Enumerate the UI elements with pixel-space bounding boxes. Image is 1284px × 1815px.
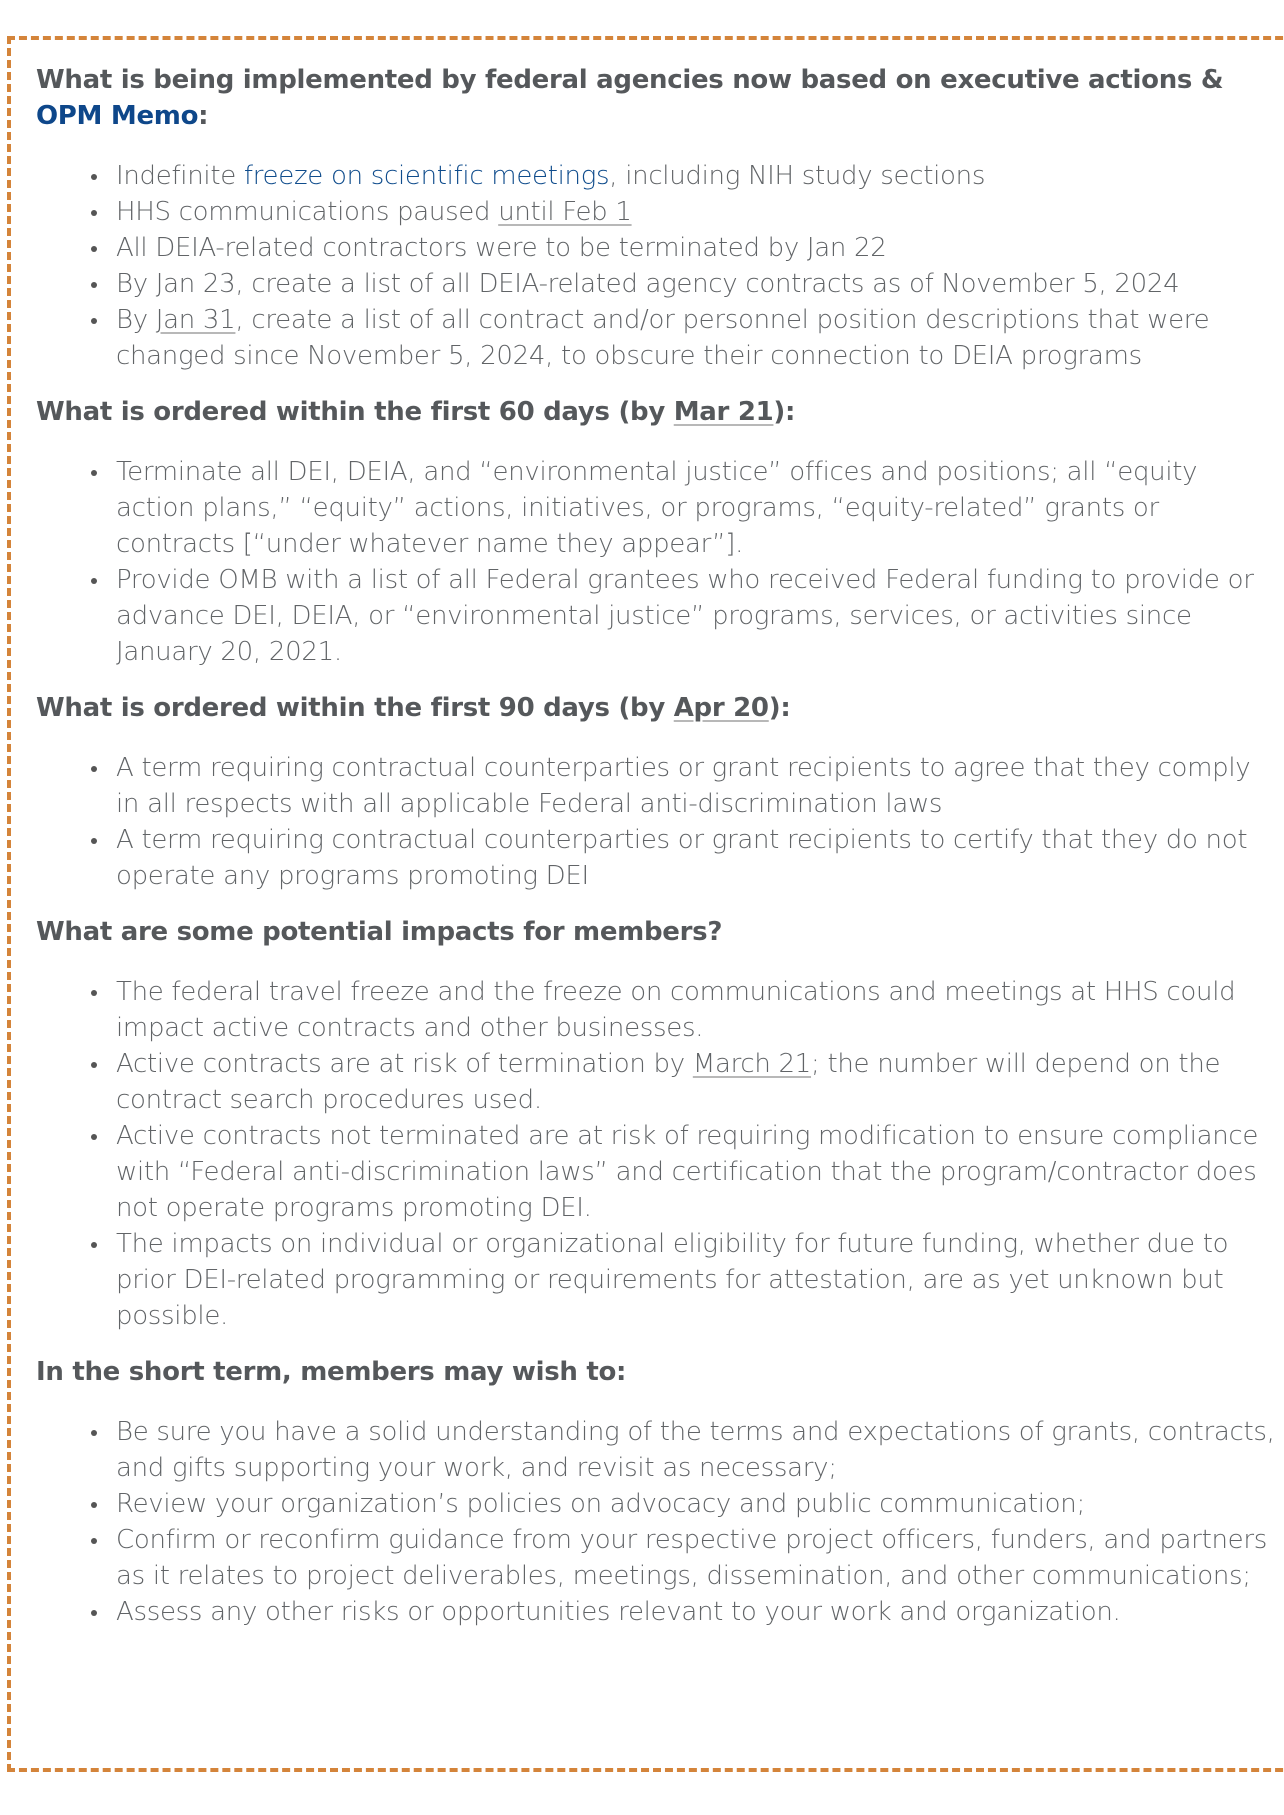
opm-memo-link[interactable]: OPM Memo [36, 101, 199, 131]
list-item: Terminate all DEI, DEIA, and “environmental justice” offices and positions; all “equity action plans,” “equity” actions, initiatives, or programs, “equity-related” grants or contracts [“under whatever name they appear”]. [116, 454, 1276, 562]
list-item: Assess any other risks or opportunities relevant to your work and organization. [116, 1594, 1276, 1630]
list-item: All DEIA-related contractors were to be terminated by Jan 22 [116, 230, 1276, 266]
list-60-days [36, 454, 1276, 670]
list-item: Be sure you have a solid understanding of the terms and expectations of grants, contracts, and gifts supporting your work, and revisit as necessary; [116, 1414, 1276, 1486]
list-implemented [36, 158, 1276, 374]
section-heading-90-days: What is ordered within the first 90 days (by Apr 20): [36, 693, 791, 723]
list-impacts [36, 974, 1276, 1334]
section-heading-impacts: What are some potential impacts for members? [36, 917, 723, 947]
list-90-days [36, 750, 1276, 894]
section-heading-60-days: What is ordered within the first 60 days (by Mar 21): [36, 397, 796, 427]
section-heading-implemented: What is being implemented by federal agencies now based on executive actions & OPM Memo: [36, 65, 1224, 131]
list-item: Indefinite freeze on scientific meetings, including NIH study sections [116, 158, 1276, 194]
list-item: Confirm or reconfirm guidance from your respective project officers, funders, and partners as it relates to project deliverables, meetings, dissemination, and other communications; [116, 1522, 1276, 1594]
list-item: HHS communications paused until Feb 1 [116, 194, 1276, 230]
list-item: Provide OMB with a list of all Federal grantees who received Federal funding to provide or advance DEI, DEIA, or “environmental justice” programs, services, or activities since January 20, 2021. [116, 562, 1276, 670]
list-item: Active contracts not terminated are at risk of requiring modification to ensure compliance with “Federal anti-discrimination laws” and certification that the program/contractor does not operate programs promoting DEI. [116, 1118, 1276, 1226]
date-annotation[interactable]: until Feb 1 [498, 197, 632, 227]
callout-content [36, 62, 1276, 1630]
list-item: The impacts on individual or organizational eligibility for future funding, whether due to prior DEI-related programming or requirements for attestation, are as yet unknown but possible. [116, 1226, 1276, 1334]
list-item: A term requiring contractual counterparties or grant recipients to agree that they comply in all respects with all applicable Federal anti-discrimination laws [116, 750, 1276, 822]
list-item: Review your organization’s policies on advocacy and public communication; [116, 1486, 1276, 1522]
date-annotation[interactable]: Mar 21 [673, 397, 774, 427]
list-item: A term requiring contractual counterparties or grant recipients to certify that they do not operate any programs promoting DEI [116, 822, 1276, 894]
section-heading-short-term: In the short term, members may wish to: [36, 1357, 627, 1387]
list-item: By Jan 23, create a list of all DEIA-related agency contracts as of November 5, 2024 [116, 266, 1276, 302]
list-short-term [36, 1414, 1276, 1630]
date-annotation[interactable]: Apr 20 [673, 693, 769, 723]
list-item: By Jan 31, create a list of all contract and/or personnel position descriptions that were changed since November 5, 2024, to obscure their connection to DEIA programs [116, 302, 1276, 374]
date-annotation[interactable]: March 21 [692, 1049, 812, 1079]
list-item: The federal travel freeze and the freeze on communications and meetings at HHS could impact active contracts and other businesses. [116, 974, 1276, 1046]
date-annotation[interactable]: Jan 31 [155, 305, 236, 335]
list-item: Active contracts are at risk of termination by March 21; the number will depend on the contract search procedures used. [116, 1046, 1276, 1118]
freeze-meetings-link[interactable]: freeze on scientific meetings [243, 161, 610, 191]
